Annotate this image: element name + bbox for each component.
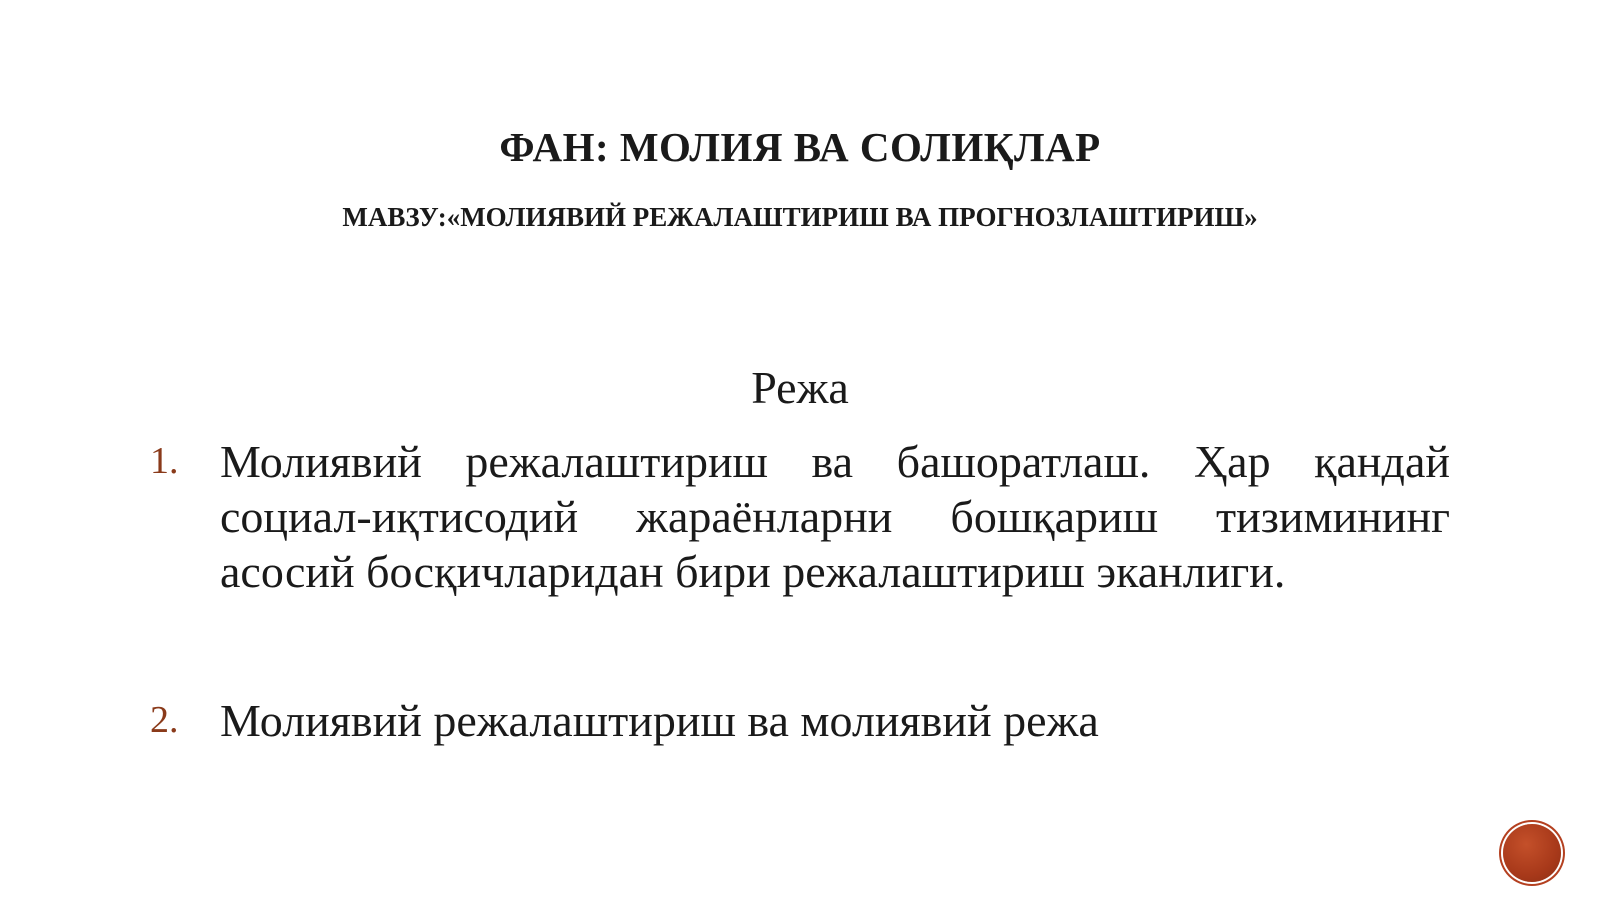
list-item-text: Молиявий режалаштириш ва башоратлаш. Ҳар қандай социал-иқтисодий жараёнларни бошқариш тизимининг асосий босқичларидан бири режалаштириш эканлиги. xyxy=(220,436,1450,597)
slide-title: ФАН: МОЛИЯ ВА СОЛИҚЛАР xyxy=(499,124,1101,170)
list-item xyxy=(150,434,1450,599)
slide-number-badge xyxy=(1503,824,1561,882)
slide-subtitle: МАВЗУ:«МОЛИЯВИЙ РЕЖАЛАШТИРИШ ВА ПРОГНОЗЛАШТИРИШ» xyxy=(342,202,1258,232)
list-item-text: Молиявий режалаштириш ва молиявий режа xyxy=(220,695,1099,746)
list-item-number: 1. xyxy=(150,440,179,482)
list-item-number: 2. xyxy=(150,699,179,741)
plan-heading: Режа xyxy=(751,362,849,413)
list-item xyxy=(150,693,1450,748)
